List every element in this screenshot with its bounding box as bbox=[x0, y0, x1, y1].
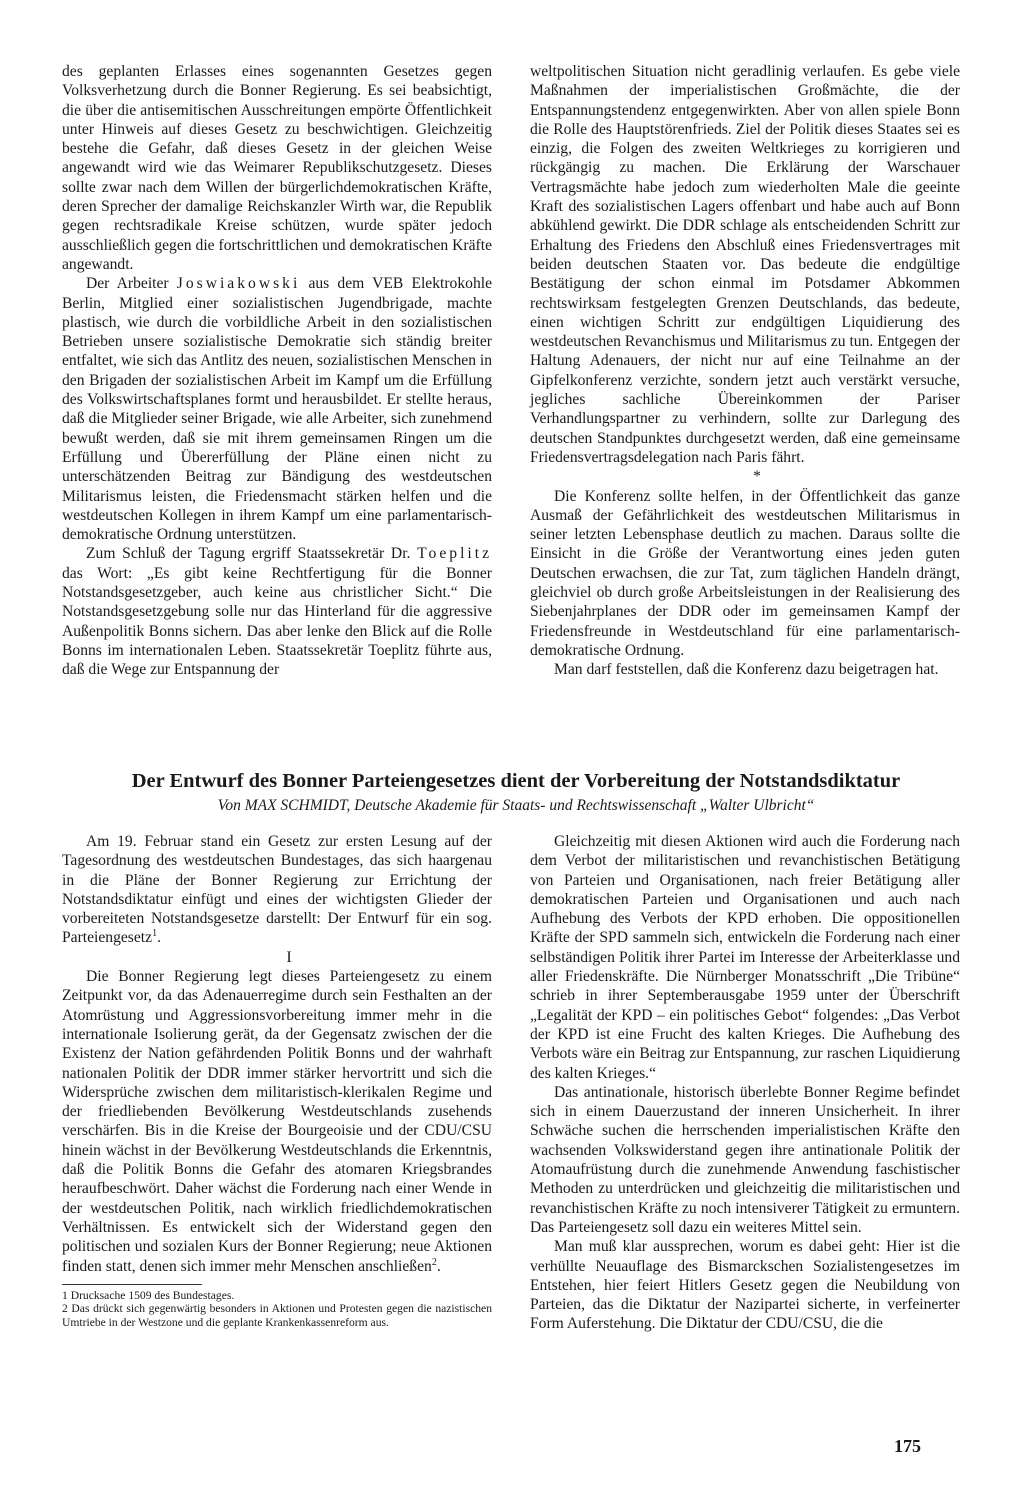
paragraph: des geplanten Erlasses eines sogenannten Gesetzes gegen Volksverhetzung durch die Bonner Regierung. Es sei beabsichtigt, die über die antisemitischen Ausschreitungen empörte Öffentlichkeit unter Hinweis auf dieses Gesetz zu beschwichtigen. Gleichzeitig bestehe die Gefahr, daß dieses Gesetz in der gleichen Weise angewandt wird wie das Weimarer Republikschutzgesetz. Dieses sollte zwar nach dem Willen der bürgerlichdemokratischen Kräfte, deren Sprecher der damalige Reichskanzler Wirth war, die Republik gegen rechtsradikale Kreise schützen, wurde später jedoch ausschließlich gegen die fortschrittlichen und demokratischen Kräfte angewandt. bbox=[62, 63, 492, 273]
section-heading: I bbox=[286, 948, 292, 966]
paragraph: weltpolitischen Situation nicht geradlinig verlaufen. Es gebe viele Maßnahmen der imperialistischen Großmächte, die der Entspannungstendenz entgegenwirkten. Aber von allen spiele Bonn die Rolle des Hauptstörenfrieds. Ziel der Politik dieses Staates sei es einzig, die Folgen des zweiten Weltkrieges zu korrigieren und rückgängig zu machen. Die Erklärung der Warschauer Vertragsmächte habe jedoch zum wiederholten Male die geeinte Kraft des sozialistischen Lagers offenbart und habe auch auf Bonn abkühlend gewirkt. Die DDR schlage als entscheidenden Schritt zur Erhaltung des Friedens den Abschluß eines Friedensvertrages mit beiden deutschen Staaten vor. Das bedeute die endgültige Bestätigung der schon einmal im Potsdamer Abkommen rechtswirksam festgelegten Grenzen Deutschlands, das bedeute, einen wichtigen Schritt zur endgültigen Liquidierung des westdeutschen Revanchismus und Militarismus zu tun. Entgegen der Haltung Adenauers, der nicht nur auf eine Teilnahme an der Gipfelkonferenz verzichte, sondern jetzt auch verstärkt versuche, jegliches sachliche Übereinkommen der Pariser Verhandlungspartner zu verhindern, sollte zur Darlegung des deutschen Standpunktes durchgesetzt werden, daß eine gemeinsame Friedensvertragsdelegation nach Paris fährt. bbox=[530, 63, 960, 466]
spaced-name: Toeplitz bbox=[417, 545, 492, 563]
paragraph: Die Konferenz sollte helfen, in der Öffentlichkeit das ganze Ausmaß der Gefährlichkeit des westdeutschen Militarismus in seiner letzten Lebensphase deutlich zu machen. Daraus sollte die Einsicht in die Größe der Verantwortung eines jeden guten Deutschen erwachsen, die zur Tat, zum täglichen Handeln drängt, gleichviel ob durch große Arbeitsleistungen in der Realisierung des Siebenjahrplanes der DDR oder im gemeinsamen Kampf der Friedensfreunde in Westdeutschland für eine parlamentarisch-demokratische Ordnung. bbox=[530, 487, 960, 659]
footnote: 1 Drucksache 1509 des Bundestages. bbox=[62, 1288, 235, 1302]
paragraph: Die Bonner Regierung legt dieses Parteiengesetz zu einem Zeitpunkt vor, da das Adenauerregime durch sein Festhalten an der Atomrüstung und Aggressionsvorbereitung immer mehr in die internationale Isolierung gerät, da der Gegensatz zwischen der die Existenz der Nation gefährdenden Politik Bonns und der wahrhaft nationalen Politik der DDR immer stärker hervortritt und sich die Widersprüche zwischen dem militaristisch-klerikalen Regime und der friedliebenden Bevölkerung Westdeutschlands zusehends verschärfen. Bis in die Kreise der Bourgeoisie und der CDU/CSU hinein wächst in der Bevölkerung Westdeutschlands die Erkenntnis, daß die Politik Bonns die Gefahr des atomaren Kriegsbrandes heraufbeschwört. Daher wächst die Forderung nach einer Wende in der westdeutschen Politik, nach wirklich friedlichdemokratischen Verhältnissen. Es entwickelt sich der Widerstand gegen den politischen und sozialen Kurs der Bonner Regierung; neue Aktionen finden statt, denen sich immer mehr Menschen anschließen$^2$. bbox=[62, 968, 492, 1275]
article-byline: Von MAX SCHMIDT, Deutsche Akademie für Staats- und Rechtswissenschaft „Walter Ulbricht“ bbox=[217, 797, 815, 814]
paragraph: Man darf feststellen, daß die Konferenz dazu beigetragen hat. bbox=[554, 661, 939, 679]
footnote-rule bbox=[62, 1284, 202, 1285]
text-run: Die Bonner Regierung legt dieses Parteiengesetz zu einem Zeitpunkt vor, da das Adenauerregime durch sein Festhalten an der Atomrüstung und Aggressionsvorbereitung immer mehr in die internationale Isolierung gerät, da der Gegensatz zwischen der die Existenz der Nation gefährdenden Politik Bonns und der wahrhaft nationalen Politik der DDR immer stärker hervortritt und sich die Widersprüche zwischen dem militaristisch-klerikalen Regime und der friedliebenden Bevölkerung Westdeutschlands zusehends verschärfen. Bis in die Kreise der Bourgeoisie und der CDU/CSU hinein wächst in der Bevölkerung Westdeutschlands die Erkenntnis, daß die Politik Bonns die Gefahr des atomaren Kriegsbrandes heraufbeschwört. Daher wächst die Forderung nach einer Wende in der westdeutschen Politik, nach wirklich friedlichdemokratischen Verhältnissen. Es entwickelt sich der Widerstand gegen den politischen und sozialen Kurs der Bonner Regierung; neue Aktionen finden statt, denen sich immer mehr Menschen anschließen bbox=[62, 968, 492, 1275]
paragraph bbox=[62, 274, 492, 544]
article-headline: Der Entwurf des Bonner Parteiengesetzes dient der Vorbereitung der Notstandsdiktatur bbox=[131, 770, 901, 792]
text-run: Der Arbeiter bbox=[86, 275, 169, 293]
footnote-marker: 1 bbox=[152, 928, 158, 940]
footnote: 2 Das drückt sich gegenwärtig besonders in Aktionen und Protesten gegen die nazistischen Umtriebe in der Westzone und die geplante Krankenkassenreform aus. bbox=[62, 1302, 492, 1329]
spaced-name: Joswiakowski bbox=[176, 275, 301, 293]
text-run: das Wort: „Es gibt keine Rechtfertigung für die Bonner Notstandsgesetzgeber, auch keine aus christlicher Sicht.“ Die Notstandsgesetzgebung solle nur das Hinterland für die aggressive Außenpolitik Bonns sichern. Das aber lenke den Blick auf die Rolle Bonns im internationalen Leben. Staatssekretär Toeplitz führte aus, daß die Wege zur Entspannung der bbox=[62, 564, 492, 679]
paragraph: Am 19. Februar stand ein Gesetz zur ersten Lesung auf der Tagesordnung des westdeutschen Bundestages, das sich haargenau in die Pläne der Bonner Regierung zur Errichtung der Notstandsdiktatur einfügt und eines der wichtigsten Glieder der vorbereiteten Notstandsgesetze darstellt: Der Entwurf für ein sog. Parteiengesetz$^1$. bbox=[62, 833, 492, 947]
article1-right-column bbox=[530, 62, 960, 680]
text-run: Am 19. Februar stand ein Gesetz zur ersten Lesung auf der Tagesordnung des westdeutschen Bundestages, das sich haargenau in die Pläne der Bonner Regierung zur Errichtung der Notstandsdiktatur einfügt und eines der wichtigsten Glieder der vorbereiteten Notstandsgesetze darstellt: Der Entwurf für ein sog. Parteiengesetz bbox=[62, 833, 492, 947]
page-number: 175 bbox=[894, 1436, 921, 1456]
paragraph: Man muß klar aussprechen, worum es dabei geht: Hier ist die verhüllte Neuauflage des Bismarckschen Sozialistengesetzes im Entstehen, hier feiert Hitlers Gesetz gegen die Neubildung von Parteien, das die Diktatur der Nazipartei sicherte, in verfeinerter Form Auferstehung. Die Diktatur der CDU/CSU, die die bbox=[530, 1238, 960, 1333]
text-run: aus dem VEB Elektrokohle Berlin, Mitglied einer sozialistischen Jugendbrigade, machte plastisch, wie durch die vorbildliche Arbeit in den sozialistischen Betrieben unsere sozialistische Demokratie sich ständig breiter entfaltet, wie sich das Antlitz des neuen, sozialistischen Menschen in den Brigaden der sozialistischen Arbeit im Kampf um die Erfüllung des Volkswirtschaftsplanes formt und herausbildet. Er stellte heraus, daß die Mitglieder seiner Brigade, wie alle Arbeiter, sich zunehmend bewußt werden, daß sie mit ihrem gemeinsamen Ringen um die Erfüllung und Übererfüllung der Pläne einen nicht zu unterschätzenden Beitrag zur Bändigung des westdeutschen Militarismus leisten, die Friedensmacht stärken helfen und die westdeutschen Kollegen in ihrem Kampf um eine parlamentarisch-demokratische Ordnung unterstützen. bbox=[62, 275, 493, 544]
article2-left-column bbox=[62, 832, 492, 1329]
text-run: Zum Schluß der Tagung ergriff Staatssekretär Dr. bbox=[86, 545, 411, 563]
footnote-marker: 2 bbox=[431, 1256, 437, 1268]
paragraph: Gleichzeitig mit diesen Aktionen wird auch die Forderung nach dem Verbot der militaristischen und revanchistischen Betätigung von Parteien und Organisationen, nach freier Betätigung aller demokratischen Parteien und Organisationen und auch nach Aufhebung des Verbots der KPD erhoben. Die oppositionellen Kräfte der SPD sammeln sich, entwickeln die Forderung nach einer selbständigen Politik ihrer Partei im Interesse der Arbeiterklasse und aller Friedenskräfte. Die Nürnberger Monatsschrift „Die Tribüne“ schrieb in ihrer Septemberausgabe 1959 unter der Überschrift „Legalität der KPD – ein politisches Gebot“ folgendes: „Das Verbot der KPD ist eine Frucht des kalten Krieges. Die Aufhebung des Verbots wäre ein Beitrag zur Entspannung, zur raschen Liquidierung des kalten Krieges.“ bbox=[530, 833, 960, 1082]
paragraph: Das antinationale, historisch überlebte Bonner Regime befindet sich in einem Dauerzustand der inneren Unsicherheit. In ihrer Schwäche suchen die herrschenden imperialistischen Kräfte den wachsenden Volkswiderstand gegen ihre antinationale Politik der Atomaufrüstung durch die zunehmende Anwendung faschistischer Methoden zu unterdrücken und gleichzeitig die militaristischen und revanchistischen Kräfte zu noch intensiverer Tätigkeit zu ermuntern. Das Parteiengesetz soll dazu ein weiteres Mittel sein. bbox=[530, 1083, 960, 1236]
article2-right-column bbox=[530, 832, 960, 1334]
paragraph bbox=[62, 544, 492, 679]
section-separator: * bbox=[753, 468, 761, 486]
article1-left-column bbox=[62, 62, 492, 680]
